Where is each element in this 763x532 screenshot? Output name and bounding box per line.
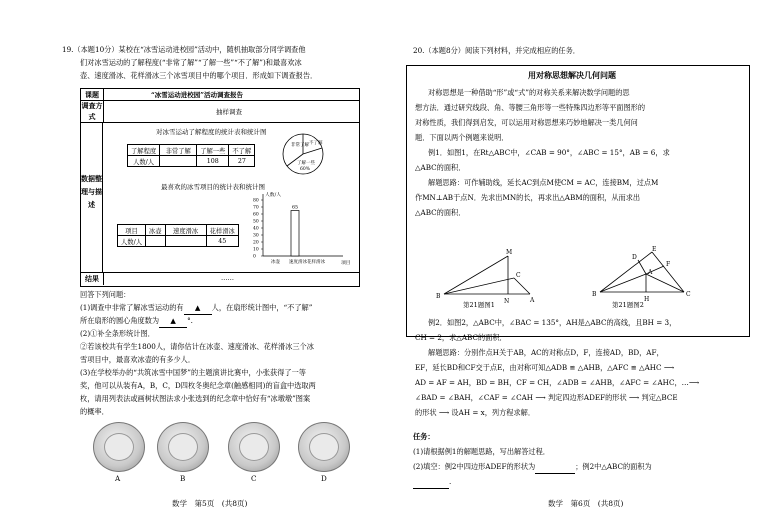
y-tick-3: 30 bbox=[253, 233, 259, 239]
para-1: 对称思想是一种借助“形”或“式”的对称关系来解决数学问题的思 bbox=[428, 88, 630, 97]
survey-report bbox=[80, 88, 360, 287]
t1-v0 bbox=[160, 156, 197, 167]
q19-line2: 们对冰雪运动的了解程度(“非常了解”“了解一些”“不了解”)和最喜欢冰 bbox=[80, 58, 302, 67]
t2-v2: 45 bbox=[206, 236, 238, 247]
q1-text-a: (1)调查中非常了解冰雪运动的有 bbox=[80, 303, 184, 312]
q20-line: 20.（本题8分）阅读下列材料，并完成相应的任务． bbox=[413, 46, 580, 55]
x-axis-label: 项目 bbox=[341, 261, 351, 266]
q1-text-c: 所在扇形的圆心角度数为 bbox=[80, 316, 160, 325]
medal-b bbox=[157, 422, 209, 472]
figure-1 bbox=[430, 246, 570, 308]
pie-chart bbox=[281, 132, 341, 176]
task-2-text-c: . bbox=[449, 477, 452, 486]
t1-h0: 了解程度 bbox=[128, 145, 160, 156]
ex1-line2: △ABC的面积． bbox=[415, 163, 466, 172]
q1-blank-1: ▲ bbox=[184, 303, 212, 315]
t2-v0 bbox=[146, 236, 166, 247]
task-2-line1 bbox=[413, 462, 652, 474]
fig2-a: A bbox=[648, 269, 653, 276]
label-method: 调查方式 bbox=[81, 101, 103, 121]
t2-h1: 冰壶 bbox=[146, 225, 166, 236]
pie-label-0: 非常了解 bbox=[291, 143, 309, 148]
box-title: 用对称思想解决几何问题 bbox=[528, 70, 616, 80]
medal-label-c: C bbox=[251, 474, 257, 483]
pie-label-2: 了解一些 bbox=[297, 161, 315, 166]
y-tick-5: 50 bbox=[253, 219, 259, 225]
task-2-text-b: ；例2中△ABC的面积为 bbox=[575, 462, 652, 471]
q4-line1: (3)在学校举办的“共筑冰雪中国梦”的主题演讲比赛中，小张获得了一等 bbox=[80, 368, 306, 377]
t1-v2: 27 bbox=[229, 156, 255, 167]
t1-v1: 108 bbox=[197, 156, 229, 167]
pie-label-1: 不了解 bbox=[309, 141, 323, 146]
y-tick-8: 80 bbox=[253, 198, 259, 204]
method-value: 抽样调查 bbox=[216, 108, 242, 116]
fig2-c: C bbox=[686, 291, 691, 298]
q19-line1: 19.（本题10分）某校在“冰雪运动进校园”活动中，随机抽取部分同学调查他 bbox=[62, 45, 306, 54]
sol1-line1: 解题思路：可作辅助线，延长AC到点M使CM = AC，连接BM，过点M bbox=[428, 178, 659, 187]
q2-line: (2)①补全条形统计图． bbox=[80, 329, 155, 338]
medal-a bbox=[93, 422, 145, 472]
answer-intro: 回答下列问题： bbox=[80, 290, 131, 299]
sol2-line1: 解题思路：分别作点H关于AB，AC的对称点D，F，连接AD，BD，AF， bbox=[428, 348, 664, 357]
label-result: 结果 bbox=[81, 272, 104, 285]
t1-h3: 不了解 bbox=[229, 145, 255, 156]
t2-v1 bbox=[165, 236, 206, 247]
ex2-line2: CH = 2，求△ABC的面积． bbox=[415, 333, 507, 342]
task-1: (1)请根据例1的解题思路，写出解答过程． bbox=[413, 447, 550, 456]
q4-line4: 的概率． bbox=[80, 407, 109, 416]
fig2-d: D bbox=[632, 254, 637, 261]
y-axis-label: 人数/人 bbox=[265, 193, 282, 198]
left-page bbox=[0, 0, 381, 532]
fig2-h: H bbox=[644, 296, 650, 303]
sol2-line4: ∠BAD = ∠BAH，∠CAF = ∠CAH ⟶ 判定四边形ADEF的形状 ⟶ 判定△BCE bbox=[415, 393, 678, 402]
q1-line1 bbox=[80, 303, 312, 315]
fig1-a: A bbox=[530, 297, 535, 304]
q1-line2 bbox=[80, 316, 193, 328]
x-tick-1: 速度滑冰 bbox=[289, 260, 307, 265]
sol1-line3: △ABC的面积． bbox=[415, 208, 466, 217]
ex1-line1: 例1．如图1，在Rt△ABC中，∠CAB = 90°，∠ABC = 15°，AB = 6，求 bbox=[428, 148, 670, 157]
survey-title: “冰雪运动进校园”活动调查报告 bbox=[151, 91, 243, 99]
medal-d bbox=[298, 422, 350, 472]
y-tick-7: 70 bbox=[253, 205, 259, 211]
y-tick-2: 20 bbox=[253, 240, 259, 246]
y-tick-4: 40 bbox=[253, 226, 259, 232]
t2-h0: 项目 bbox=[118, 225, 146, 236]
medal-label-b: B bbox=[180, 474, 186, 483]
fig1-n: N bbox=[504, 298, 510, 305]
sol2-line3: AD = AF = AH，BD = BH，CF = CH，∠ADB = ∠AHB，∠AFC = ∠AHC，…⟶ bbox=[415, 378, 700, 387]
q3-line1: ②若该校共有学生1800人，请你估计在冰壶、速度滑冰、花样滑冰三个冰 bbox=[80, 342, 314, 351]
table2-caption: 最喜欢的冰雪项目的统计表和统计图 bbox=[161, 183, 265, 191]
bar-1 bbox=[291, 211, 299, 257]
fig2-b: B bbox=[592, 291, 597, 298]
knowledge-table bbox=[127, 144, 255, 167]
para-3: 对称性质，我们得到启发，可以运用对称思想来巧妙地解决一类几何问 bbox=[415, 118, 638, 127]
fig2-f: F bbox=[666, 261, 671, 268]
q1-text-d: °. bbox=[187, 316, 193, 325]
ex2-line1: 例2．如图2，△ABC中，∠BAC = 135°，AH是△ABC的高线，且BH = 3， bbox=[428, 318, 677, 327]
fig1-m: M bbox=[506, 249, 513, 256]
label-data: 数据整理与描述 bbox=[81, 122, 103, 272]
bar-chart bbox=[241, 190, 351, 272]
q1-text-b: 人，在扇形统计图中，“不了解” bbox=[211, 303, 313, 312]
task-2-text-a: (2)填空：例2中四边形ADEF的形状为 bbox=[413, 462, 536, 471]
x-tick-2: 花样滑冰 bbox=[307, 260, 325, 265]
sol2-line5: 的形状 ⟶ 设AH = x，列方程求解． bbox=[415, 408, 536, 417]
t2-row-label: 人数/人 bbox=[118, 236, 146, 247]
fig1-caption: 第21题图1 bbox=[463, 301, 495, 309]
task-2-blank-1[interactable] bbox=[535, 462, 575, 474]
para-2: 想方法．通过研究线段、角、等腰三角形等一些特殊四边形等平面图形的 bbox=[415, 103, 646, 112]
sol1-line2: 作MN⊥AB于点N．先求出MN的长，再求出△ABM的面积，从而求出 bbox=[415, 193, 641, 202]
pie-label-3: 60% bbox=[300, 167, 311, 172]
t2-h2: 速度滑冰 bbox=[165, 225, 206, 236]
q19-line3: 壶、速度滑冰、花样滑冰三个冰雪项目中的哪个项目．形成如下调查报告． bbox=[80, 71, 318, 80]
left-footer: 数学 第5页 (共8页) bbox=[172, 499, 248, 508]
y-tick-6: 60 bbox=[253, 212, 259, 218]
q3-line2: 雪项目中，最喜欢冰壶的有多少人． bbox=[80, 355, 196, 364]
q4-line3: 枚，请用列表法或画树状图法求小张选到的纪念章中恰好有“冰墩墩”图案 bbox=[80, 394, 311, 403]
medal-c bbox=[228, 422, 280, 472]
right-footer: 数学 第6页 (共8页) bbox=[548, 499, 624, 508]
x-tick-0: 冰壶 bbox=[271, 260, 280, 265]
y-tick-1: 10 bbox=[253, 247, 259, 253]
fig1-c: C bbox=[516, 272, 521, 279]
t1-h2: 了解一些 bbox=[197, 145, 229, 156]
task-2-blank-2[interactable] bbox=[413, 477, 452, 489]
figure-2 bbox=[590, 244, 700, 306]
q4-line2: 奖，他可以从装有A，B，C，D四枚冬奥纪念章(触感相同)的盲盒中选取两 bbox=[80, 381, 316, 390]
table1-caption: 对冰雪运动了解程度的统计表和统计图 bbox=[156, 128, 267, 136]
para-4: 题．下面以两个例题来说明． bbox=[415, 133, 509, 142]
t1-row-label: 人数/人 bbox=[128, 156, 160, 167]
medal-label-a: A bbox=[115, 474, 121, 483]
fig1-b: B bbox=[436, 293, 441, 300]
fig2-caption: 第21题图2 bbox=[612, 301, 644, 309]
fig2-e: E bbox=[652, 246, 657, 253]
t2-h3: 花样滑冰 bbox=[206, 225, 238, 236]
y-tick-0: 0 bbox=[253, 254, 256, 260]
event-table bbox=[117, 224, 239, 247]
t1-h1: 非常了解 bbox=[160, 145, 197, 156]
task-2-line2 bbox=[413, 477, 451, 489]
sol2-line2: EF，延长BD和CF交于点E，由对称可知△ADB ≌ △AHB，△AFC ≌ △AHC ⟶ bbox=[415, 363, 675, 372]
label-topic: 课题 bbox=[81, 89, 104, 100]
task-title: 任务： bbox=[413, 432, 435, 441]
result-value: …… bbox=[221, 274, 234, 282]
q1-blank-2: ▲ bbox=[159, 316, 187, 328]
bar-label-1: 65 bbox=[292, 205, 299, 211]
medal-label-d: D bbox=[321, 474, 327, 483]
